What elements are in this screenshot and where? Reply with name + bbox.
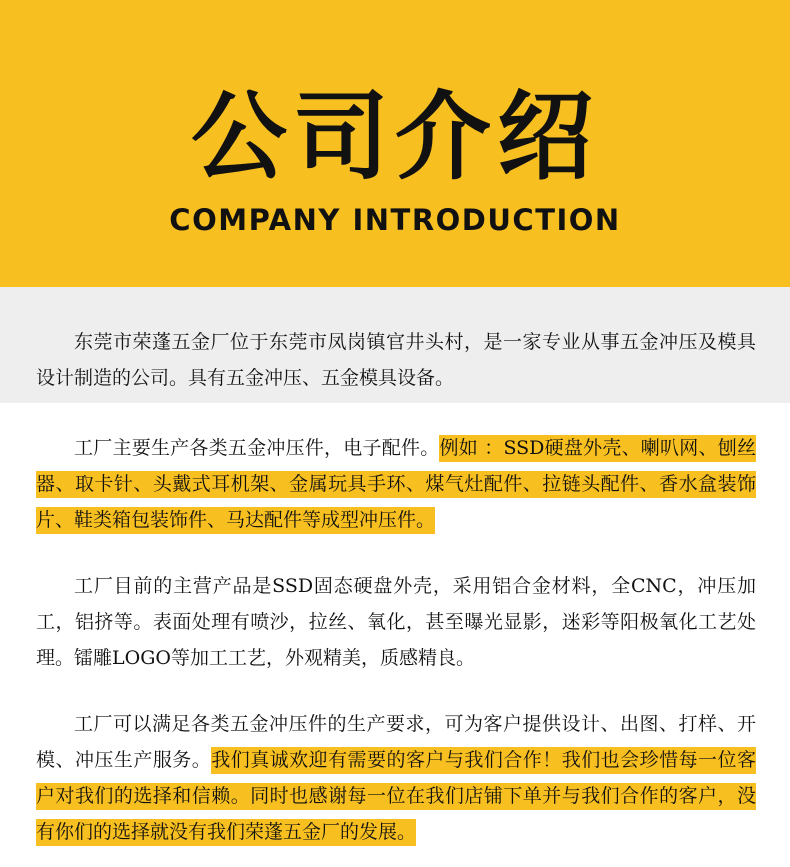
services-highlight: 我们真诚欢迎有需要的客户与我们合作！我们也会珍惜每一位客户对我们的选择和信赖。同时也感谢每一位在我们店铺下单并与我们合作的客户，没有你们的选择就没有我们荣蓬五金厂的发展。 — [36, 747, 756, 846]
services-paragraph — [36, 706, 756, 850]
intro-paragraph — [36, 324, 756, 396]
products-highlight: 例如 ：SSD硬盘外壳、喇叭网、刨丝器、取卡针、头戴式耳机架、金属玩具手环、煤气灶配件、拉链头配件、香水盒装饰片、鞋类箱包装饰件、马达配件等成型冲压件。 — [36, 435, 756, 534]
page-subtitle: COMPANY INTRODUCTION — [169, 203, 621, 237]
header-banner — [0, 0, 790, 287]
services-text: 工厂可以满足各类五金冲压件的生产要求，可为客户提供设计、出图、打样、开模、冲压生产服务。 — [36, 713, 756, 771]
intro-text: 东莞市荣蓬五金厂位于东莞市凤岗镇官井头村，是一家专业从事五金冲压及模具设计制造的公司。具有五金冲压、五金模具设备。 — [36, 331, 756, 389]
products-text: 工厂主要生产各类五金冲压件，电子配件。 — [74, 437, 440, 459]
products-paragraph — [36, 430, 756, 538]
main-product-paragraph — [36, 568, 756, 676]
main-product-text: 工厂目前的主营产品是SSD固态硬盘外壳，采用铝合金材料，全CNC，冲压加工，铝挤等。表面处理有喷沙，拉丝、氧化，甚至曝光显影，迷彩等阳极氧化工艺处理。镭雕LOGO等加工工艺，外观精美，质感精良。 — [36, 575, 756, 669]
page-title: 公司介绍 — [191, 81, 599, 193]
